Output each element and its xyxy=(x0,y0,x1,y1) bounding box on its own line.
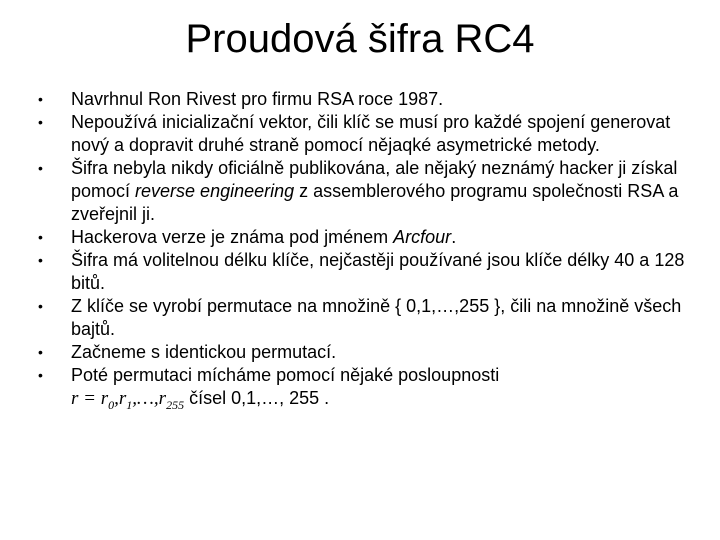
bullet-text-post: čísel 0,1,…, 255 . xyxy=(184,388,330,408)
bullet-text: Šifra má volitelnou délku klíče, nejčastěji používané jsou klíče délky 40 a 128 bitů. xyxy=(71,250,685,293)
bullet-text-emphasis: reverse engineering xyxy=(135,181,295,201)
bullet-text: Začneme s identickou permutací. xyxy=(71,342,337,362)
bullet-item-3 xyxy=(38,157,698,226)
bullet-text-pre: Šifra nebyla nikdy oficiálně publikována, ale nějaký neznámý hacker ji získal pomocí xyxy=(71,158,678,201)
bullet-icon: • xyxy=(38,91,43,107)
bullet-text-post: z assemblerového programu společnosti RSA a zveřejnil ji. xyxy=(71,181,679,224)
bullet-text-pre: Hackerova verze je známa pod jménem xyxy=(71,227,394,247)
bullet-text: Z klíče se vyrobí permutace na množině { 0,1,…,255 }, čili na množině všech bajtů. xyxy=(71,296,682,339)
bullet-item-8 xyxy=(38,364,698,410)
bullet-item-4 xyxy=(38,226,698,249)
bullet-text-emphasis: Arcfour xyxy=(393,227,452,247)
bullet-item-5 xyxy=(38,249,698,295)
bullet-icon: • xyxy=(38,160,43,176)
bullet-icon: • xyxy=(38,114,43,130)
sequence-formula: $r = r_0,r_1,\dots,r_{255}$ xyxy=(71,388,185,412)
bullet-icon: • xyxy=(38,344,43,360)
bullet-list xyxy=(38,88,698,410)
bullet-item-6 xyxy=(38,295,698,341)
bullet-icon: • xyxy=(38,367,43,383)
bullet-icon: • xyxy=(38,229,43,245)
bullet-item-1 xyxy=(38,88,698,111)
bullet-icon: • xyxy=(38,252,43,268)
bullet-item-7 xyxy=(38,341,698,364)
bullet-text: Navrhnul Ron Rivest pro firmu RSA roce 1987. xyxy=(71,89,444,109)
bullet-text-post: . xyxy=(451,227,457,247)
bullet-text: Nepoužívá inicializační vektor, čili klíč se musí pro každé spojení generovat nový a dopravit druhé straně pomocí nějaqké asymetrické metody. xyxy=(71,112,671,155)
bullet-icon: • xyxy=(38,298,43,314)
slide-title: Proudová šifra RC4 xyxy=(185,17,535,61)
bullet-text-pre: Poté permutaci mícháme pomocí nějaké posloupnosti xyxy=(71,365,500,385)
bullet-item-2 xyxy=(38,111,698,157)
